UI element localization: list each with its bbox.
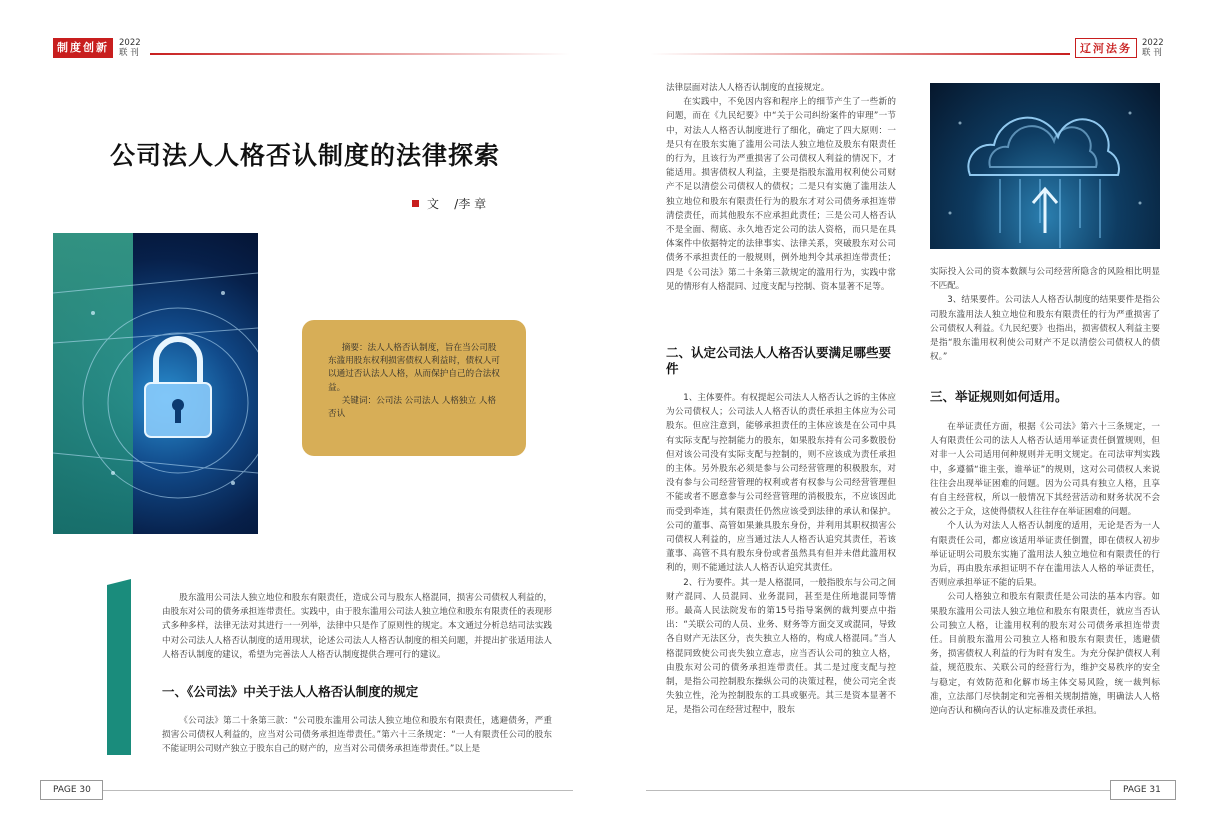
col2-paragraph-3: 2、行为要件。其一是人格混同，一般指股东与公司之间财产混同、人员混同、业务混同，甚至是住所地混同等情形。最高人民法院发布的第15号指导案例的裁判要点中指出：“关联公司的人员、业务、财务等方面交叉或混同，导致各自财产无法区分，丧失独立人格的，构成人格混同。”当人格混同致使公司丧失独立意志，应当否认公司的独立人格，由股东对公司的债务承担连带责任。其二是过度支配与控制，是指公司控制股东操纵公司的决策过程，使公司完全丧失独立性，沦为控制股东的工具或躯壳。其三是资本显著不足，是指公司在经营过程中，股东 [666, 577, 896, 716]
col3-bottom [930, 420, 1160, 718]
right-year-number: 2022 [1142, 38, 1164, 48]
abstract-summary: 摘要：法人人格否认制度，旨在当公司股东滥用股东权利损害债权人利益时，债权人可以通过否认法人人格，从而保护自己的合法权益。 [328, 343, 500, 393]
footer-rule-right [646, 790, 1110, 791]
footer-rule-left [103, 790, 573, 791]
col2-top [666, 81, 896, 294]
col2-paragraph-1: 在实践中，不免因内容和程序上的细节产生了一些新的问题，而在《九民纪要》中“关于公司纠纷案件的审理”一节中，对法人人格否认制度进行了细化，确定了四大原则：一是只有在股东实施了滥用公司法人独立地位及股东有限责任的行为，且该行为严重损害了公司债权人利益的情况下，才能适用。损害债权人利益，主要是指股东滥用权利使公司财产不足以清偿公司债权人的债权；二是只有实施了滥用法人独立地位和股东有限责任行为的股东才对公司债务承担连带清偿责任，而其他股东不应承担此责任；三是公司人格否认不是全面、彻底、永久地否定公司的法人资格，而只是在具体案件中依据特定的法律事实、法律关系，突破股东对公司债务不承担责任的一般规则，例外地判令其承担连带责任；四是《公司法》第二十条第三款规定的滥用行为，实践中常见的情形有人格混同、过度支配与控制、资本显著不足等。 [666, 97, 896, 292]
padlock-icon [53, 233, 258, 534]
col2-bottom [666, 391, 896, 718]
col2-paragraph-2: 1、主体要件。有权提起公司法人人格否认之诉的主体应为公司债权人；公司法人人格否认的责任承担主体应为公司股东。但应注意到，能够承担责任的主体应该是在公司中具有实际支配与控制能力的股东，如果股东持有公司多数股份但对该公司没有实际支配与控制的，则不应该成为责任承担的主体。另外股东必须是参与公司经营管理的积极股东，对没有参与公司经营管理的权利或者有权参与公司经营管理但不能或者不愿意参与公司经营管理的消极股东，不应该因此而受到牵连，其有限责任仍然应该受到法律的承认和保护。公司的董事、高管如果兼具股东身份，并利用其职权损害公司债权人利益的，应当通过法人人格否认追究其责任，若该董事、高管不具有股东身份或者虽然具有但并未借此滥用权利的，则不能通过法人人格否认追究其责任。 [666, 393, 896, 574]
byline [412, 195, 486, 212]
header-rule-right [650, 53, 1070, 55]
left-year-number: 2022 [119, 38, 141, 48]
cloud-data-illustration [930, 83, 1160, 249]
author: /李 章 [454, 197, 487, 211]
page-number-left: PAGE 30 [40, 780, 103, 800]
section1-body [162, 714, 552, 757]
left-year [119, 38, 141, 58]
teal-accent-bar [107, 585, 131, 755]
byline-square-icon [412, 200, 419, 207]
col3-paragraph-3: 个人认为对法人人格否认制度的适用，无论是否为一人有限责任公司，都应该适用举证责任倒置，即在债权人初步举证证明公司股东实施了滥用法人独立地位和有限责任的行为后，再由股东承担证明不存在滥用法人人格的举证责任，否则应承担举证不能的后果。 [930, 521, 1160, 589]
left-column-tag: 制度创新 [53, 38, 113, 58]
col3-paragraph-1: 3、结果要件。公司法人人格否认制度的结果要件是指公司股东滥用法人独立地位和股东有限责任的行为严重损害了公司债权人利益。《九民纪要》也指出，损害债权人利益主要是指“股东滥用权利使公司财产不足以清偿公司债权人的债权。” [930, 295, 1160, 363]
abstract-box [302, 320, 526, 456]
cloud-icon [930, 83, 1160, 249]
section3-heading: 三、举证规则如何适用。 [930, 389, 1068, 404]
right-year [1142, 38, 1164, 58]
col3-top [930, 265, 1160, 364]
right-issue-label: 联 刊 [1142, 48, 1162, 58]
article-title: 公司法人人格否认制度的法律探索 [110, 141, 501, 170]
col2-paragraph-0: 法律层面对法人人格否认制度的直接规定。 [666, 83, 830, 93]
intro-text: 股东滥用公司法人独立地位和股东有限责任，造成公司与股东人格混同，损害公司债权人利益的，由股东对公司的债务承担连带责任。实践中，由于股东滥用公司法人独立地位和股东有限责任的表现形式多种多样，法律无法对其进行一一列举，法律中只是作了原则性的规定。本文通过分析总结司法实践中对公司法人人格否认制度的适用现状，论述公司法人人格否认制度的相关问题，并提出扩张适用法人人格否认制度的建议，希望为完善法人人格否认制度提供合理可行的建议。 [162, 593, 552, 660]
section1-paragraph: 《公司法》第二十条第三款：“公司股东滥用公司法人独立地位和股东有限责任，逃避债务，严重损害公司债权人利益的，应当对公司债务承担连带责任。”第六十三条规定：“一人有限责任公司的股东不能证明公司财产独立于股东自己的财产的，应当对公司债务承担连带责任。”以上是 [162, 716, 552, 755]
section2-heading: 二、认定公司法人人格否认要满足哪些要件 [666, 345, 892, 376]
col3-paragraph-4: 公司人格独立和股东有限责任是公司法的基本内容。如果股东滥用公司法人独立地位和股东有限责任，就应当否认公司独立人格，让滥用权利的股东对公司债务承担连带责任。目前股东滥用公司独立人格和股东有限责任，逃避债务，损害债权人利益的行为时有发生。为充分保护债权人利益，规范股东、关联公司的经营行为，维护交易秩序的安全与稳定，有效防范和化解市场主体交易风险，统一裁判标准，立法部门尽快制定和完善相关规制措施，明确法人人格逆向否认和横向否认的认定标准及责任承担。 [930, 592, 1160, 717]
header-rule-left [150, 53, 570, 55]
byline-prefix: 文 [427, 197, 440, 211]
col3-paragraph-0: 实际投入公司的资本数额与公司经营所隐含的风险相比明显不匹配。 [930, 267, 1160, 292]
col3-paragraph-2: 在举证责任方面，根据《公司法》第六十三条规定，一人有限责任公司的法人人格否认适用举证责任倒置规则，但对非一人公司适用何种规则并无明文规定。在司法审判实践中，多遵循“谁主张，谁举证”的规则，这对公司债权人来说往往会出现举证困难的问题。因为公司具有独立人格，且享有自主经营权，所以一般情况下其经营活动和财务状况不会被公之于众，这使得债权人往往存在举证困难的问题。 [930, 422, 1160, 518]
abstract-keywords: 关键词：公司法 公司法人 人格独立 人格否认 [328, 395, 497, 420]
intro-paragraph [162, 591, 552, 662]
right-column-tag: 辽河法务 [1075, 38, 1137, 58]
section1-heading: 一、《公司法》中关于法人人格否认制度的规定 [162, 684, 419, 699]
page-number-right: PAGE 31 [1110, 780, 1176, 800]
left-issue-label: 联 刊 [119, 48, 139, 58]
lock-illustration [53, 233, 258, 534]
